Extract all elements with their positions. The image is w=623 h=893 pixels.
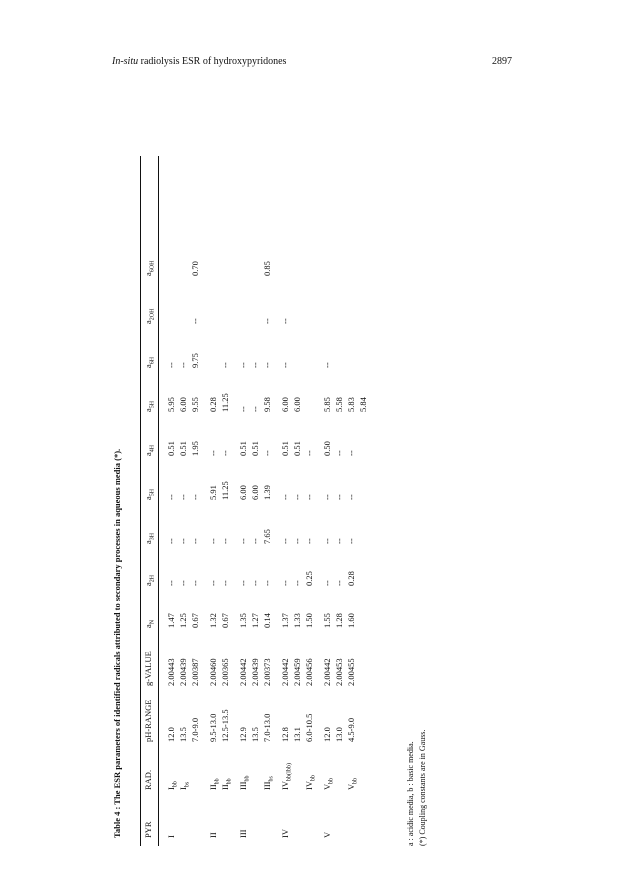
running-title-italic: In-situ — [112, 56, 139, 67]
column-header-sub: 4H — [149, 444, 156, 453]
table-cell: 7.0-13.0 — [262, 713, 272, 742]
table-cell: -- — [292, 538, 302, 544]
column-header-sub: 5H — [149, 400, 156, 409]
cell-radical — [262, 776, 275, 790]
table-cell: 6.00 — [238, 485, 248, 500]
cell-radical-sub: bs — [184, 781, 191, 788]
table-cell: -- — [322, 538, 332, 544]
column-header — [143, 700, 153, 743]
cell-radical — [238, 776, 251, 791]
cell-radical-sub: bb — [328, 777, 335, 784]
table-cell: -- — [208, 450, 218, 456]
table-cell: -- — [262, 450, 272, 456]
table-cell: -- — [178, 538, 188, 544]
table-cell: -- — [178, 494, 188, 500]
table-cell: 0.67 — [220, 613, 230, 628]
column-header-main: a — [143, 320, 153, 324]
table-cell: 5.84 — [358, 397, 368, 412]
table-cell: -- — [280, 538, 290, 544]
column-header — [143, 821, 153, 838]
table-cell: 1.37 — [280, 613, 290, 628]
table-cell: 1.39 — [262, 485, 272, 500]
cell-radical — [322, 778, 335, 790]
column-header-main: a — [143, 624, 153, 628]
table-cell: -- — [250, 406, 260, 412]
table-cell: -- — [292, 580, 302, 586]
table-cell: -- — [346, 494, 356, 500]
table-cell: -- — [238, 580, 248, 586]
cell-radical-main: V — [322, 783, 332, 790]
table-cell: 2.00442 — [280, 658, 290, 686]
table-cell: 0.67 — [190, 613, 200, 628]
table-cell: -- — [250, 362, 260, 368]
table-cell: -- — [166, 538, 176, 544]
cell-radical-main: IV — [280, 781, 290, 790]
column-header — [143, 309, 156, 324]
column-header — [143, 357, 156, 368]
table-cell: -- — [346, 450, 356, 456]
table-cell: -- — [280, 580, 290, 586]
table-cell: 12.0 — [322, 727, 332, 742]
table-cell: -- — [334, 580, 344, 586]
column-header-main: g-VALUE — [143, 651, 153, 686]
table-cell: 6.00 — [178, 397, 188, 412]
column-header — [143, 261, 156, 276]
cell-pyr: II — [208, 832, 218, 838]
table-cell: -- — [262, 580, 272, 586]
table-cell: -- — [190, 580, 200, 586]
cell-radical-main: II — [208, 784, 218, 790]
table-cell: 0.51 — [166, 441, 176, 456]
table-cell: 1.95 — [190, 441, 200, 456]
table-cell: 12.5-13.5 — [220, 709, 230, 742]
column-header — [143, 575, 156, 586]
table-cell: 0.85 — [262, 261, 272, 276]
cell-radical-main: IV — [304, 781, 314, 790]
table-cell: -- — [322, 580, 332, 586]
table-cell: -- — [322, 494, 332, 500]
page-number: 2897 — [492, 56, 512, 67]
running-title — [112, 56, 286, 67]
table-cell: 2.00439 — [250, 658, 260, 686]
table-cell: 2.00456 — [304, 658, 314, 686]
table-cell: 1.27 — [250, 613, 260, 628]
table-cell: 12.0 — [166, 727, 176, 742]
table-cell: 5.58 — [334, 397, 344, 412]
column-header-main: a — [143, 496, 153, 500]
cell-radical-sub: bb — [226, 778, 233, 785]
cell-pyr: V — [322, 831, 332, 838]
footnote: a : acidic media, b : basic media. — [406, 741, 415, 846]
table-cell: 1.25 — [178, 613, 188, 628]
table-cell: 0.14 — [262, 613, 272, 628]
table-cell: 0.50 — [322, 441, 332, 456]
column-header — [143, 620, 156, 628]
cell-radical — [208, 778, 221, 790]
table-cell: 4.5-9.0 — [346, 717, 356, 742]
cell-radical-sub: bb(Ibb) — [286, 763, 293, 782]
cell-radical — [346, 778, 359, 790]
table-cell: 6.00 — [250, 485, 260, 500]
table-cell: -- — [304, 538, 314, 544]
table-cell: -- — [220, 450, 230, 456]
table-cell: -- — [280, 362, 290, 368]
table-cell: 2.00455 — [346, 658, 356, 686]
table-cell: 13.0 — [334, 727, 344, 742]
table-cell: -- — [178, 362, 188, 368]
table-cell: 2.00442 — [238, 658, 248, 686]
column-header-main: a — [143, 272, 153, 276]
table-cell: 1.28 — [334, 613, 344, 628]
table-cell: 11.25 — [220, 481, 230, 500]
column-header-main: pH-RANGE — [143, 699, 153, 742]
table-cell: -- — [208, 538, 218, 544]
cell-radical-sub: bb — [244, 775, 251, 782]
column-header-main: a — [143, 408, 153, 412]
table-cell: 2.00453 — [334, 658, 344, 686]
column-header-main: a — [143, 540, 153, 544]
table-cell: -- — [292, 494, 302, 500]
table-cell: 5.95 — [166, 397, 176, 412]
table-cell: 2.00460 — [208, 658, 218, 686]
column-header — [143, 651, 153, 686]
table-cell: 7.0-9.0 — [190, 717, 200, 742]
cell-radical — [280, 763, 293, 790]
table-cell: 0.51 — [250, 441, 260, 456]
table-cell: 5.91 — [208, 485, 218, 500]
cell-radical — [166, 781, 179, 790]
table-cell: -- — [334, 450, 344, 456]
table-cell: 0.51 — [178, 441, 188, 456]
table-cell: -- — [166, 362, 176, 368]
cell-radical — [304, 775, 317, 790]
table-cell: 13.1 — [292, 727, 302, 742]
table-cell: -- — [238, 362, 248, 368]
column-header — [143, 489, 156, 500]
table-cell: -- — [190, 494, 200, 500]
table-cell: 5.83 — [346, 397, 356, 412]
table-cell: 2.00439 — [178, 658, 188, 686]
column-header-main: a — [143, 364, 153, 368]
table-cell: 6.00 — [292, 397, 302, 412]
table-cell: 9.5-13.0 — [208, 713, 218, 742]
table-cell: 2.00387 — [190, 658, 200, 686]
table-cell: -- — [178, 580, 188, 586]
table-cell: 0.51 — [292, 441, 302, 456]
column-header-sub: 2OH — [149, 308, 156, 321]
table-cell: 1.33 — [292, 613, 302, 628]
table-cell: 1.55 — [322, 613, 332, 628]
table-cell: -- — [280, 318, 290, 324]
column-header-sub: N — [149, 619, 156, 625]
table-cell: -- — [190, 318, 200, 324]
table-cell: 2.00442 — [322, 658, 332, 686]
table-cell: 6.00 — [280, 397, 290, 412]
table-cell: -- — [220, 580, 230, 586]
cell-radical-main: I — [166, 787, 176, 790]
table-cell: -- — [220, 538, 230, 544]
table-cell: -- — [262, 318, 272, 324]
table-cell: -- — [190, 538, 200, 544]
cell-radical-main: III — [238, 781, 248, 790]
column-header-sub: 2H — [149, 574, 156, 583]
table-cell: 2.00459 — [292, 658, 302, 686]
cell-radical — [220, 778, 233, 790]
table-cell: 0.70 — [190, 261, 200, 276]
table-cell: -- — [322, 362, 332, 368]
table-cell: -- — [166, 580, 176, 586]
table-cell: 0.51 — [280, 441, 290, 456]
column-header-main: RAD. — [143, 769, 153, 790]
cell-radical-sub: bb — [352, 777, 359, 784]
table-cell: -- — [250, 580, 260, 586]
table-cell: 12.8 — [280, 727, 290, 742]
table-cell: 2.00365 — [220, 658, 230, 686]
table-cell: 2.00443 — [166, 658, 176, 686]
table-cell: 7.65 — [262, 529, 272, 544]
column-header-sub: 3H — [149, 532, 156, 541]
table-cell: 1.35 — [238, 613, 248, 628]
column-header-sub: 6OH — [149, 260, 156, 273]
column-header — [143, 445, 156, 456]
cell-radical-main: II — [220, 784, 230, 790]
table-cell: -- — [334, 538, 344, 544]
table-cell: -- — [208, 580, 218, 586]
table-cell: -- — [238, 406, 248, 412]
table-cell: 2.00373 — [262, 658, 272, 686]
cell-pyr: IV — [280, 829, 290, 838]
table-cell: 12.9 — [238, 727, 248, 742]
cell-radical-sub: bb — [310, 775, 317, 782]
table-cell: 6.0-10.5 — [304, 713, 314, 742]
table-cell: -- — [250, 538, 260, 544]
table-cell: 13.5 — [178, 727, 188, 742]
table-cell: 0.28 — [208, 397, 218, 412]
column-header — [143, 770, 153, 790]
table-cell: 1.50 — [304, 613, 314, 628]
table-cell: -- — [280, 494, 290, 500]
cell-radical-sub: bb — [214, 778, 221, 785]
cell-radical-main: V — [346, 783, 356, 790]
column-header-sub: 5H — [149, 488, 156, 497]
table-cell: 1.47 — [166, 613, 176, 628]
table-cell: -- — [238, 538, 248, 544]
cell-pyr: III — [238, 829, 248, 838]
table-cell: 1.32 — [208, 613, 218, 628]
column-header-main: a — [143, 452, 153, 456]
table-cell: -- — [262, 362, 272, 368]
table-rule-header — [158, 156, 159, 846]
table-cell: 13.5 — [250, 727, 260, 742]
cell-radical-main: I — [178, 787, 188, 790]
table-cell: -- — [220, 362, 230, 368]
column-header-main: PYR — [143, 821, 153, 838]
cell-radical — [178, 782, 191, 790]
column-header — [143, 533, 156, 544]
table-cell: -- — [334, 494, 344, 500]
table-cell: 9.55 — [190, 397, 200, 412]
table-cell: 9.75 — [190, 353, 200, 368]
column-header-main: a — [143, 582, 153, 586]
footnote: (*) Coupling constants are in Gauss. — [418, 729, 427, 846]
column-header — [143, 401, 156, 412]
rotated-table — [106, 146, 506, 846]
table-cell: 0.25 — [304, 571, 314, 586]
running-header — [112, 56, 512, 70]
table-cell: 5.85 — [322, 397, 332, 412]
cell-radical-sub: bb — [172, 781, 179, 788]
cell-radical-sub: bs — [268, 776, 275, 782]
table-cell: -- — [346, 538, 356, 544]
column-header-sub: 6H — [149, 356, 156, 365]
table-cell: -- — [304, 494, 314, 500]
table-cell: 9.58 — [262, 397, 272, 412]
table-cell: -- — [304, 450, 314, 456]
table-cell: 0.28 — [346, 571, 356, 586]
table-cell: 1.60 — [346, 613, 356, 628]
cell-radical-main: III — [262, 781, 272, 790]
running-title-rest: radiolysis ESR of hydroxypyridones — [138, 56, 287, 67]
table-cell: 11.25 — [220, 393, 230, 412]
cell-pyr: I — [166, 835, 176, 838]
table-cell: -- — [166, 494, 176, 500]
table-caption: Table 4 : The ESR parameters of identified radicals attributed to secondary processes in aqueous media (*). — [112, 448, 122, 838]
table-rule-top — [140, 156, 141, 846]
table-cell: 0.51 — [238, 441, 248, 456]
